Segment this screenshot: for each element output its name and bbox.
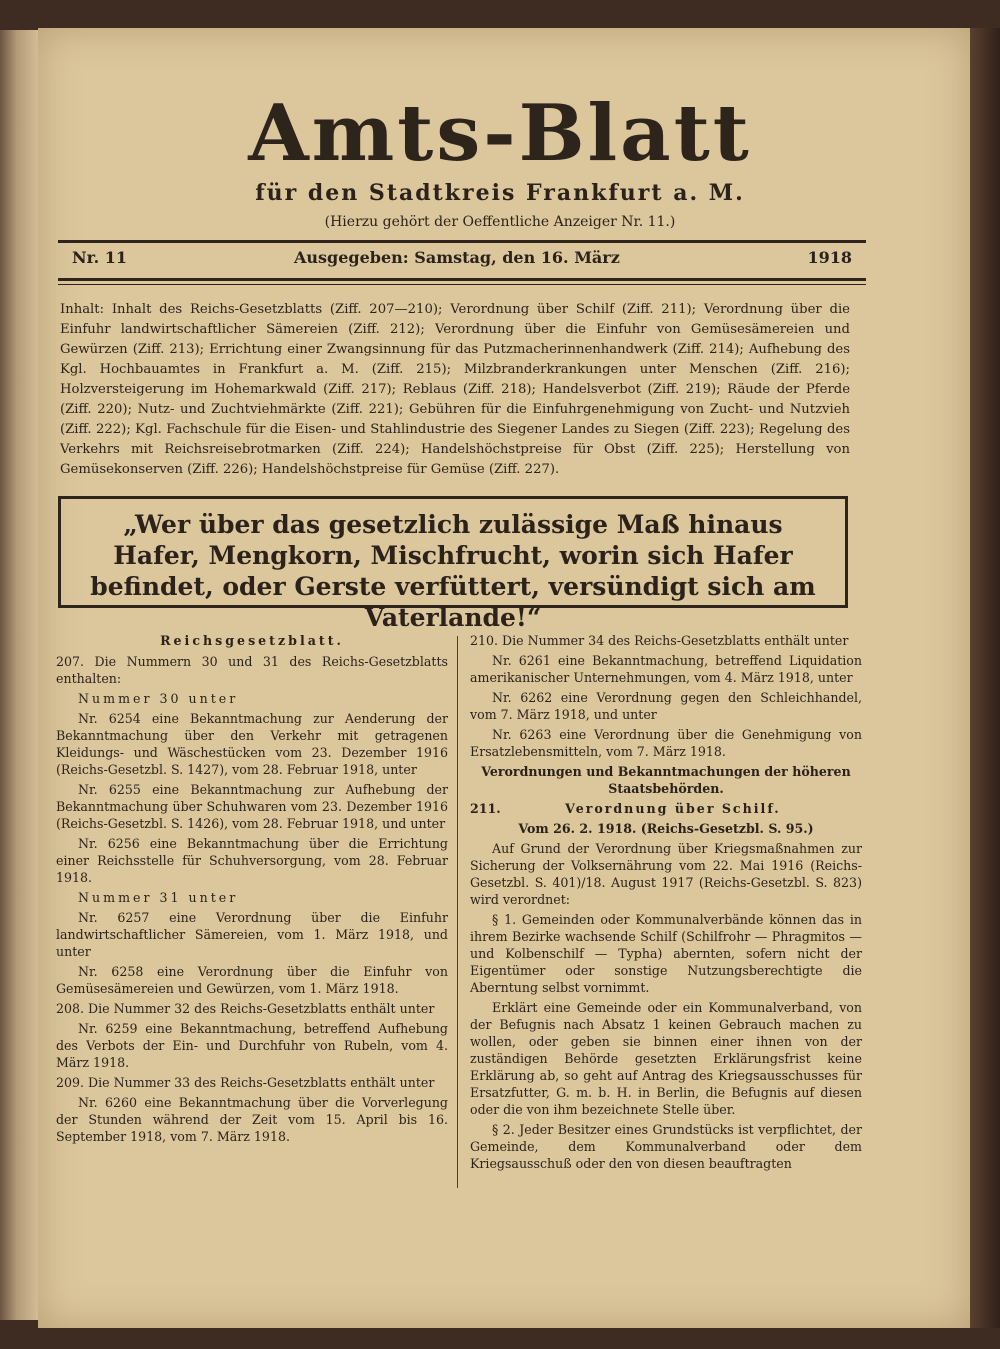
nr-6261: Nr. 6261 eine Bekanntmachung, betreffend Liquidation amerikanischer Unternehmungen, vom 4. März 1918, unter <box>470 653 862 685</box>
nummer-30: Nummer 30 unter <box>78 691 239 706</box>
paragraph-2: § 2. Jeder Besitzer eines Grundstücks ist verpflichtet, der Gemeinde, dem Kommunalverband oder dem Kriegsausschuß oder den von diesen beauftragten <box>470 1122 862 1171</box>
top-rule <box>58 240 866 243</box>
table-of-contents: Inhalt: Inhalt des Reichs-Gesetzblatts (Ziff. 207—210); Verordnung über Schilf (Ziff. 211); Verordnung über die Einfuhr landwirtschaftlicher Sämereien (Ziff. 212); Verordnung über die Einfuhr von Gemüsesämereien und Gewürzen (Ziff. 213); Errichtung einer Zwangsinnung für das Putzmacherinnenhandwerk (Ziff. 214); Aufhebung des Kgl. Hochbauamtes in Frankfurt a. M. (Ziff. 215); Milzbranderkrankungen unter Menschen (Ziff. 216); Holzversteigerung im Hohemarkwald (Ziff. 217); Reblaus (Ziff. 218); Handelsverbot (Ziff. 219); Räude der Pferde (Ziff. 220); Nutz- und Zuchtviehmärkte (Ziff. 221); Gebühren für die Einfuhrgenehmigung von Zucht- und Nutzvieh (Ziff. 222); Kgl. Fachschule für die Eisen- und Stahlindustrie des Siegener Landes zu Siegen (Ziff. 223); Regelung des Verkehrs mit Reichsreisebrotmarken (Ziff. 224); Handelshöchstpreise für Obst (Ziff. 225); Herstellung von Gemüsekonserven (Ziff. 226); Handelshöchstpreise für Gemüse (Ziff. 227). <box>60 302 850 477</box>
nr-6259: Nr. 6259 eine Bekanntmachung, betreffend Aufhebung des Verbots der Ein- und Durchfuhr von Rubeln, vom 4. März 1918. <box>56 1021 448 1070</box>
paragraph-1: § 1. Gemeinden oder Kommunalverbände können das in ihrem Bezirke wachsende Schilf (Schilfrohr — Phragmitos — und Kolbenschilf — Typha) abernten, sofern nicht der Eigentümer oder sonstige Nutzungsberechtigte die Aberntung selbst vornimmt. <box>470 912 862 995</box>
nr-6260: Nr. 6260 eine Bekanntmachung über die Vorverlegung der Stunden während der Zeit vom 15. April bis 16. September 1918, vom 7. März 1918. <box>56 1095 448 1144</box>
issue-date: Ausgegeben: Samstag, den 16. März <box>294 248 620 267</box>
item-211-title: Verordnung über Schilf. <box>565 801 781 816</box>
item-211-date: Vom 26. 2. 1918. (Reichs-Gesetzbl. S. 95.) <box>518 821 814 836</box>
right-column <box>470 632 862 1175</box>
item-207: 207. Die Nummern 30 und 31 des Reichs-Gesetzblatts enthalten: <box>56 654 448 686</box>
item-208: 208. Die Nummer 32 des Reichs-Gesetzblatts enthält unter <box>56 1001 435 1016</box>
item-211-header <box>470 800 862 817</box>
nr-6262: Nr. 6262 eine Verordnung gegen den Schleichhandel, vom 7. März 1918, und unter <box>470 690 862 722</box>
nummer-31: Nummer 31 unter <box>78 890 239 905</box>
issue-year: 1918 <box>807 248 852 267</box>
notice-box: „Wer über das gesetzlich zulässige Maß hinaus Hafer, Mengkorn, Mischfrucht, worin sich Hafer befindet, oder Gerste verfüttert, versündigt sich am Vaterlande!“ <box>58 496 848 608</box>
nr-6254: Nr. 6254 eine Bekanntmachung zur Aenderung der Bekanntmachung über den Verkehr mit getragenen Kleidungs- und Wäschestücken vom 23. Dezember 1916 (Reichs-Gesetzbl. S. 1427), vom 28. Februar 1918, unter <box>56 711 448 777</box>
nr-6256: Nr. 6256 eine Bekanntmachung über die Errichtung einer Reichsstelle für Schuhversorgung, vom 28. Februar 1918. <box>56 836 448 885</box>
item-211-intro: Auf Grund der Verordnung über Kriegsmaßnahmen zur Sicherung der Volksernährung vom 22. Mai 1916 (Reichs-Gesetzbl. S. 401)/18. August 1917 (Reichs-Gesetzbl. S. 823) wird verordnet: <box>470 841 862 907</box>
issue-number: Nr. 11 <box>72 248 127 267</box>
nr-6258: Nr. 6258 eine Verordnung über die Einfuhr von Gemüsesämereien und Gewürzen, vom 1. März 1918. <box>56 964 448 996</box>
nr-6257: Nr. 6257 eine Verordnung über die Einfuhr landwirtschaftlicher Sämereien, vom 1. März 1918, und unter <box>56 910 448 959</box>
masthead-subtitle: für den Stadtkreis Frankfurt a. M. <box>255 180 745 206</box>
nr-6255: Nr. 6255 eine Bekanntmachung zur Aufhebung der Bekanntmachung über Schuhwaren vom 23. Dezember 1916 (Reichs-Gesetzbl. S. 1426), vom 28. Februar 1918, und unter <box>56 782 448 831</box>
issue-row <box>72 248 852 272</box>
left-column <box>56 632 448 1148</box>
item-209: 209. Die Nummer 33 des Reichs-Gesetzblatts enthält unter <box>56 1075 435 1090</box>
masthead-title: Amts-Blatt <box>248 88 752 179</box>
nr-6263: Nr. 6263 eine Verordnung über die Genehmigung von Ersatzlebensmitteln, vom 7. März 1918. <box>470 727 862 759</box>
item-210: 210. Die Nummer 34 des Reichs-Gesetzblatts enthält unter <box>470 633 849 648</box>
masthead-note: (Hierzu gehört der Oeffentliche Anzeiger Nr. 11.) <box>324 214 676 230</box>
item-211-number: 211. <box>470 801 501 816</box>
bottom-rule-thin <box>58 284 866 285</box>
section-heading-reichsgesetzblatt: Reichsgesetzblatt. <box>160 633 344 648</box>
bottom-rule <box>58 278 866 281</box>
paragraph-1b: Erklärt eine Gemeinde oder ein Kommunalverband, von der Befugnis nach Absatz 1 keinen Gebrauch machen zu wollen, oder geben sie binnen einer ihnen von der zuständigen Behörde gesetzten Erklärungsfrist keine Erklärung ab, so geht auf Antrag des Kriegsausschusses für Ersatzfutter, G. m. b. H. in Berlin, die Befugnis auf diesen oder die von ihm bezeichnete Stelle über. <box>470 1000 862 1117</box>
section-heading-staatsbehoerden: Verordnungen und Bekanntmachungen der höheren Staatsbehörden. <box>481 764 851 796</box>
column-divider <box>457 636 458 1188</box>
